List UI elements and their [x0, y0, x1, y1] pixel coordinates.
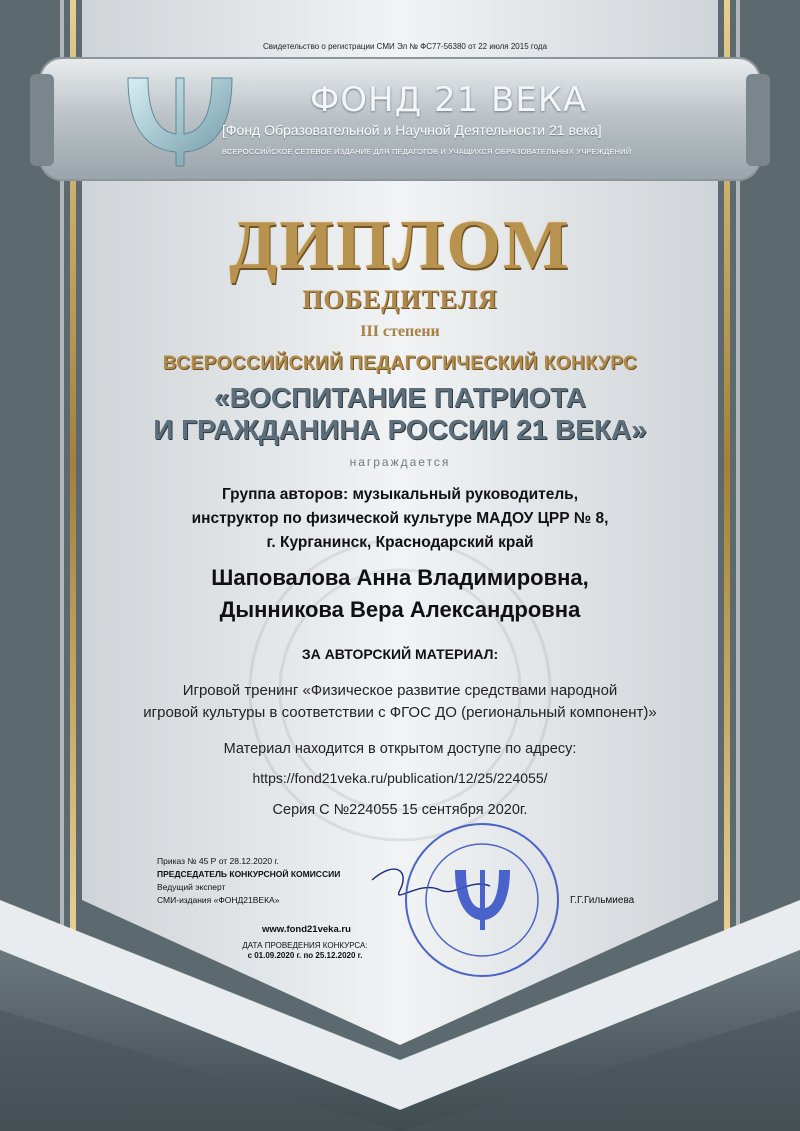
chair-title: ПРЕДСЕДАТЕЛЬ КОНКУРСНОЙ КОМИССИИ: [157, 869, 341, 879]
registration-note: Свидетельство о регистрации СМИ Эл № ФС77-56380 от 22 июля 2015 года: [262, 42, 548, 51]
contest-dates-range: с 01.09.2020 г. по 25.12.2020 г.: [247, 951, 363, 960]
contest-theme-line2: И ГРАЖДАНИНА РОССИИ 21 ВЕКА»: [153, 414, 647, 445]
signer-name: Г.Г.Гильмиева: [570, 895, 635, 906]
contest-theme: [0, 382, 800, 446]
site-link[interactable]: www.fond21veka.ru: [262, 924, 351, 935]
recipient-name-2: Дынникова Вера Александровна: [219, 597, 581, 622]
authors-block: [0, 483, 800, 555]
authors-line3: г. Курганинск, Краснодарский край: [266, 534, 534, 551]
signature-block: [157, 855, 340, 907]
banner-subtitle: [Фонд Образовательной и Научной Деятельности 21 века]: [222, 122, 602, 138]
series-number: Серия С №224055 15 сентября 2020г.: [272, 802, 528, 818]
recipient-name-1: Шаповалова Анна Владимировна,: [211, 565, 589, 590]
awarded-label: награждается: [349, 455, 451, 469]
contest-dates-label: ДАТА ПРОВЕДЕНИЯ КОНКУРСА:: [242, 941, 368, 950]
for-label: ЗА АВТОРСКИЙ МАТЕРИАЛ:: [301, 646, 499, 662]
recipient-names: [0, 562, 800, 626]
access-label: Материал находится в открытом доступе по адресу:: [223, 741, 577, 757]
degree-label: III степени: [360, 323, 440, 340]
banner-tagline: ВСЕРОССИЙСКОЕ СЕТЕВОЕ ИЗДАНИЕ ДЛЯ ПЕДАГОГОВ И УЧАЩИХСЯ ОБРАЗОВАТЕЛЬНЫХ УЧРЕЖДЕНИЙ: [222, 147, 632, 156]
work-title-line1: Игровой тренинг «Физическое развитие средствами народной: [182, 682, 618, 699]
winner-heading: ПОБЕДИТЕЛЯ: [302, 285, 498, 314]
publication-url[interactable]: https://fond21veka.ru/publication/12/25/224055/: [252, 770, 548, 786]
contest-theme-line1: «ВОСПИТАНИЕ ПАТРИОТА: [214, 382, 586, 413]
media-name: СМИ-издания «ФОНД21ВЕКА»: [157, 895, 280, 905]
contest-type: ВСЕРОССИЙСКИЙ ПЕДАГОГИЧЕСКИЙ КОНКУРС: [162, 353, 638, 374]
order-number: Приказ № 45 Р от 28.12.2020 г.: [157, 856, 279, 866]
banner-title: ФОНД 21 ВЕКА: [310, 80, 588, 120]
work-title: [0, 680, 800, 724]
work-title-line2: игровой культуры в соответствии с ФГОС ДО (региональный компонент)»: [143, 704, 657, 721]
authors-line1: Группа авторов: музыкальный руководитель,: [221, 486, 579, 503]
authors-line2: инструктор по физической культуре МАДОУ ЦРР № 8,: [191, 510, 609, 527]
diploma-heading: ДИПЛОМ: [229, 207, 571, 284]
expert-role: Ведущий эксперт: [157, 882, 226, 892]
contest-dates: [230, 941, 380, 961]
